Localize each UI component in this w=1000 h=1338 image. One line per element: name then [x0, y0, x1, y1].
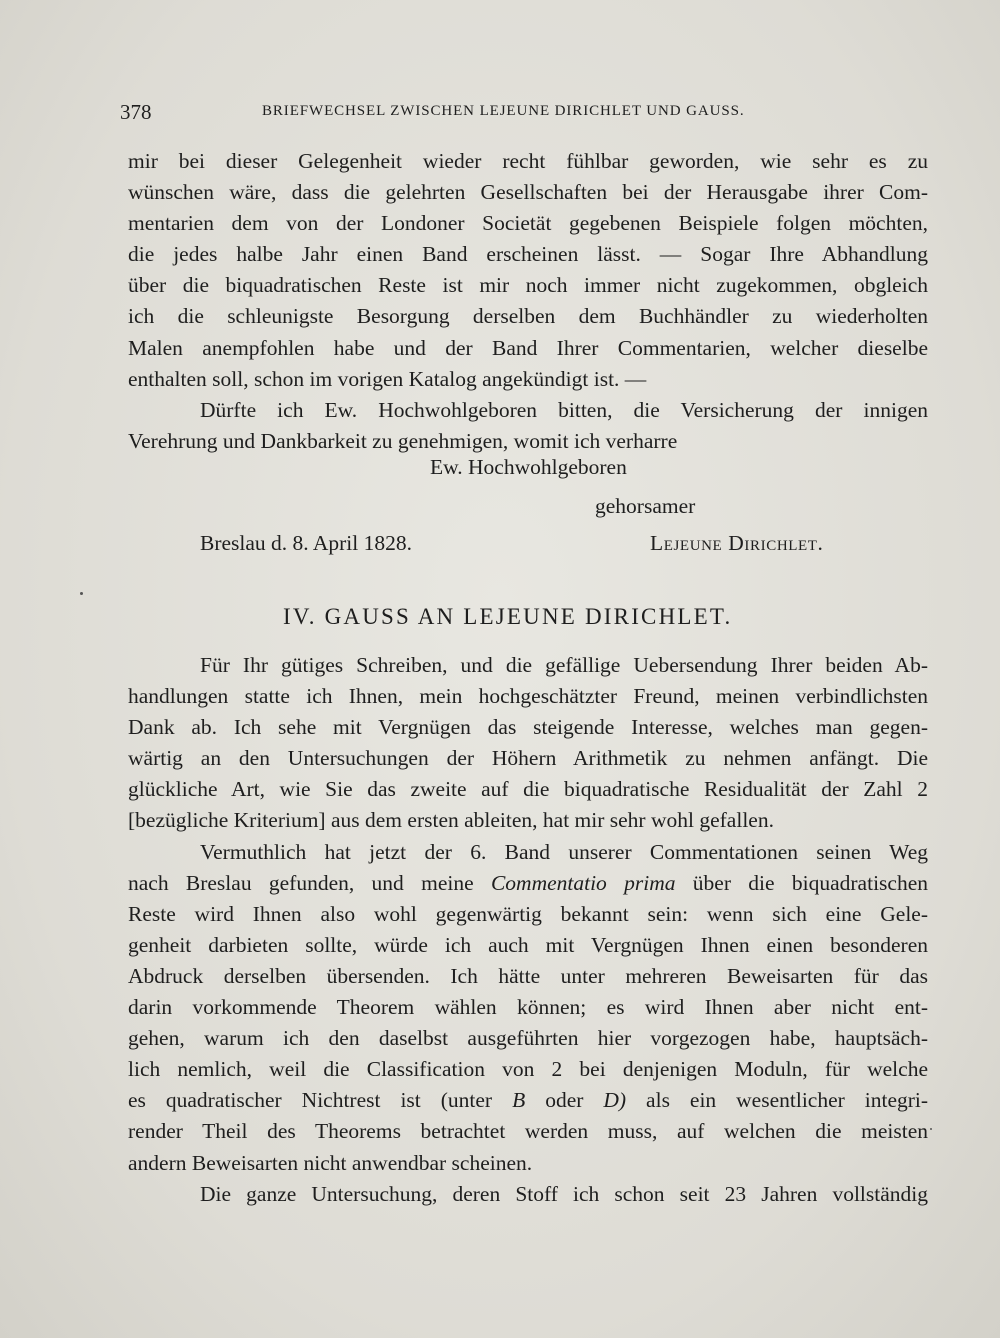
paper-speck — [930, 1128, 932, 1130]
text-line: wünschen wäre, dass die gelehrten Gesellschaften bei der Herausgabe ihrer Com- — [128, 180, 928, 205]
text-line: mir bei dieser Gelegenheit wieder recht fühlbar geworden, wie sehr es zu — [128, 149, 928, 173]
text-segment: es quadratischer Nichtrest ist (unter — [128, 1088, 493, 1113]
text-line: über die biquadratischen Reste ist mir noch immer nicht zugekommen, obgleich — [128, 273, 928, 298]
paper-speck — [80, 592, 83, 595]
running-head: BRIEFWECHSEL ZWISCHEN LEJEUNE DIRICHLET UND GAUSS. — [262, 103, 745, 119]
text-line-with-italic — [128, 1085, 928, 1116]
text-line: Dürfte ich Ew. Hochwohlgeboren bitten, die Versicherung der innigen — [200, 397, 928, 422]
page-number: 378 — [120, 100, 152, 124]
section-title: IV. GAUSS AN LEJEUNE DIRICHLET. — [283, 604, 733, 629]
italic-letter: B — [512, 1088, 526, 1113]
letter-closing-paragraph — [128, 146, 928, 457]
text-line: genheit darbieten sollte, würde ich auch mit Vergnügen Ihnen einen besonderen — [128, 932, 928, 957]
text-line: Abdruck derselben übersenden. Ich hätte unter mehreren Beweisarten für das — [128, 963, 928, 988]
text-line: ich die schleunigste Besorgung derselben dem Buchhändler zu wiederholten — [128, 304, 928, 329]
closing-word: gehorsamer — [595, 494, 696, 518]
text-line: lich nemlich, weil die Classification von 2 bei denjenigen Moduln, für welche — [128, 1057, 928, 1082]
text-line: Reste wird Ihnen also wohl gegenwärtig bekannt sein: wenn sich eine Gele- — [128, 901, 928, 926]
signature: Lejeune Dirichlet. — [650, 531, 824, 555]
italic-title: Commentatio prima — [490, 870, 676, 895]
text-line: Verehrung und Dankbarkeit zu genehmigen, womit ich verharre — [128, 428, 678, 453]
text-line: Für Ihr gütiges Schreiben, und die gefällige Uebersendung Ihrer beiden Ab- — [200, 653, 928, 677]
text-segment: nach Breslau gefunden, und meine — [128, 870, 474, 895]
text-line: glückliche Art, wie Sie das zweite auf die biquadratische Residualität der Zahl 2 — [128, 777, 928, 802]
text-segment: oder — [545, 1088, 584, 1113]
letter-iv-body — [128, 650, 928, 1210]
text-line: darin vorkommende Theorem wählen können; es wird Ihnen aber nicht ent- — [128, 995, 928, 1020]
page-header — [120, 100, 900, 132]
text-line: Die ganze Untersuchung, deren Stoff ich schon seit 23 Jahren vollständig — [200, 1181, 928, 1206]
text-line: wärtig an den Untersuchungen der Höhern Arithmetik zu nehmen anfängt. Die — [128, 746, 928, 771]
text-segment: als ein wesentlicher integri- — [646, 1088, 929, 1113]
italic-letter: D) — [603, 1088, 627, 1113]
text-line: enthalten soll, schon im vorigen Katalog angekündigt ist. — — [128, 366, 647, 391]
text-line: mentarien dem von der Londoner Societät gegebenen Beispiele folgen möchten, — [128, 211, 928, 236]
place-date: Breslau d. 8. April 1828. — [200, 531, 412, 555]
text-line: handlungen statte ich Ihnen, mein hochgeschätzter Freund, meinen verbindlichsten — [128, 684, 928, 709]
salutation: Ew. Hochwohlgeboren — [430, 455, 627, 479]
text-line: andern Beweisarten nicht anwendbar scheinen. — [128, 1150, 533, 1175]
text-line: gehen, warum ich den daselbst ausgeführten hier vorgezogen habe, hauptsäch- — [128, 1026, 928, 1051]
text-line: die jedes halbe Jahr einen Band erscheinen lässt. — Sogar Ihre Abhandlung — [128, 242, 928, 267]
text-line-with-italic — [128, 868, 928, 899]
text-segment: über die biquadratischen — [692, 870, 928, 895]
text-line: Dank ab. Ich sehe mit Vergnügen das steigende Interesse, welches man gegen- — [128, 715, 928, 740]
text-line: Malen anempfohlen habe und der Band Ihrer Commentarien, welcher dieselbe — [128, 335, 928, 360]
text-line: Vermuthlich hat jetzt der 6. Band unserer Commentationen seinen Weg — [200, 839, 928, 864]
text-line: render Theil des Theorems betrachtet werden muss, auf welchen die meisten — [128, 1119, 928, 1144]
text-line: [bezügliche Kriterium] aus dem ersten ableiten, hat mir sehr wohl gefallen. — [128, 808, 774, 833]
